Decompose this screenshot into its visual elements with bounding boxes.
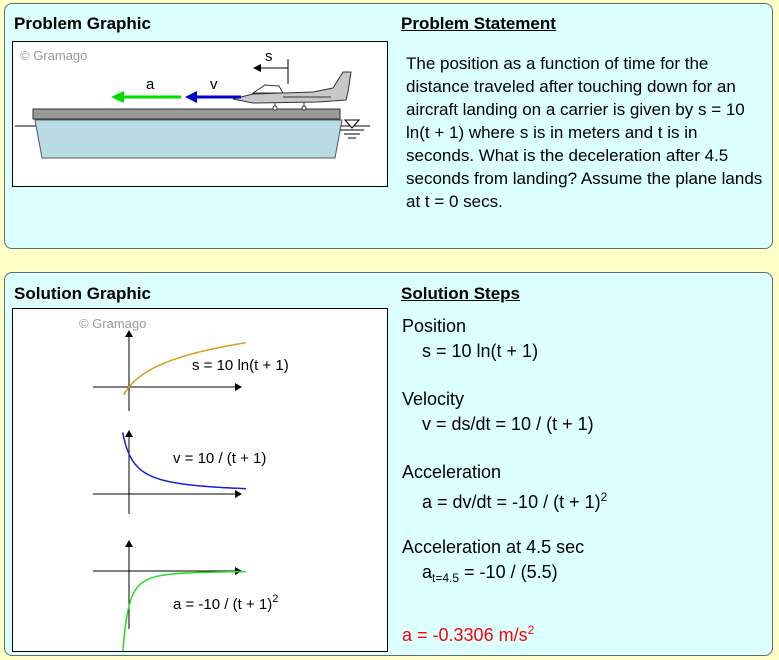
step-position-title: Position xyxy=(402,316,467,336)
problem-statement-title: Problem Statement xyxy=(401,14,556,33)
solution-panel xyxy=(4,272,773,656)
velocity-label: v xyxy=(210,76,218,93)
step-velocity-title: Velocity xyxy=(402,389,465,409)
acceleration-plot xyxy=(93,541,278,651)
problem-statement-text: The position as a function of time for the distance traveled after touching down for an aircraft landing on a carrier is given by s = 10 ln(t + 1) where s is in meters and t is in seconds. What is the deceleration after 4.5 seconds from landing? Assume the plane lands at t = 0 secs. xyxy=(406,54,763,211)
acceleration-curve-label: $a = -10 / (t + 1)^2$ xyxy=(173,593,279,613)
step-velocity-eq: v = ds/dt = 10 / (t + 1) xyxy=(422,414,594,434)
solution-plots xyxy=(13,309,387,651)
watermark: © Gramago xyxy=(79,316,147,331)
watermark: © Gramago xyxy=(20,48,88,63)
step-accel-title: Acceleration xyxy=(402,462,502,482)
problem-graphic-title: Problem Graphic xyxy=(14,14,151,33)
water-level-symbol xyxy=(340,120,364,138)
acceleration-label: a xyxy=(146,76,155,93)
velocity-curve-label: v = 10 / (t + 1) xyxy=(173,450,267,467)
position-curve-label: s = 10 ln(t + 1) xyxy=(192,357,289,374)
carrier-deck xyxy=(33,109,340,119)
step-accel45-eq: $a_{t=4.5} = -10 / (5.5)$ xyxy=(422,562,558,585)
step-position-eq: s = 10 ln(t + 1) xyxy=(422,341,539,361)
airplane xyxy=(233,72,351,110)
final-answer: a = -0.3306 $m/s^2$ xyxy=(402,623,535,645)
problem-panel xyxy=(4,3,773,249)
position-plot xyxy=(93,331,289,411)
step-accel-eq: $a = dv/dt = -10 / (t + 1)^2$ xyxy=(422,490,608,512)
step-accel45-title: Acceleration at 4.5 sec xyxy=(402,537,585,557)
solution-graphic-title: Solution Graphic xyxy=(14,284,151,303)
velocity-plot xyxy=(93,431,266,514)
ship-hull xyxy=(35,120,342,158)
problem-graphic xyxy=(12,41,388,187)
displacement-label: s xyxy=(265,48,273,65)
carrier-diagram xyxy=(13,42,387,186)
solution-steps-title: Solution Steps xyxy=(401,284,520,303)
solution-graphic xyxy=(12,308,388,652)
